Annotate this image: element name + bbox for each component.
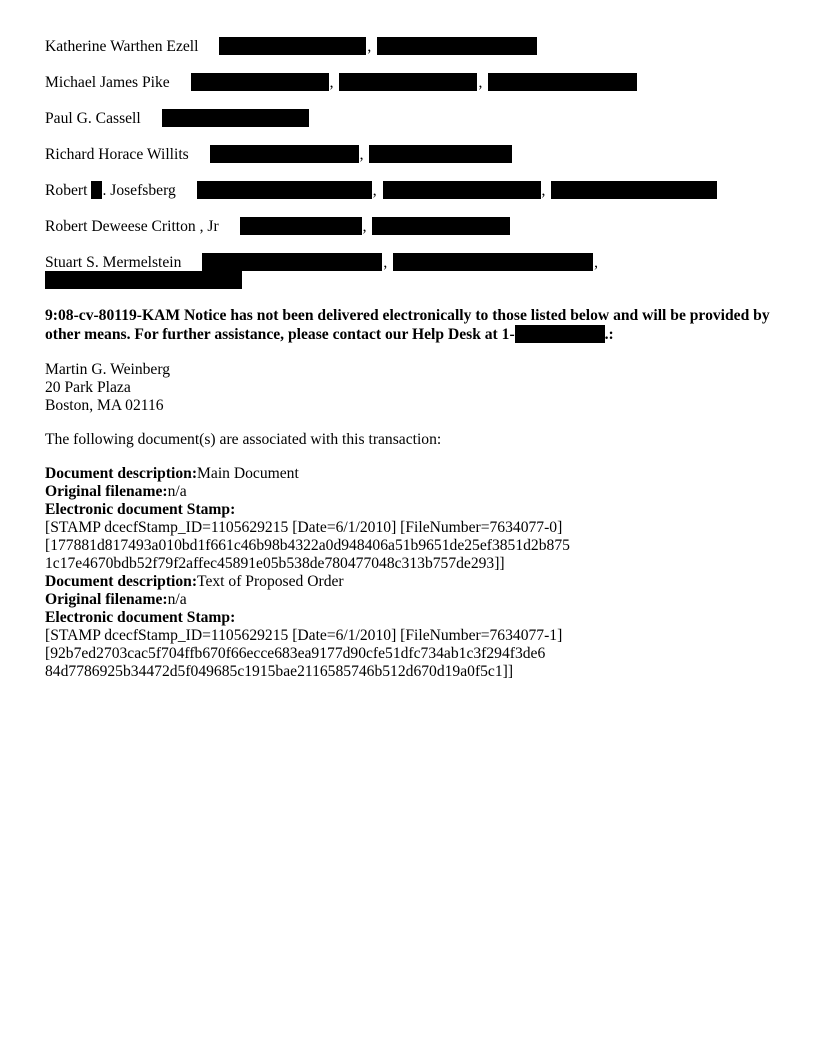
redaction-box bbox=[369, 145, 512, 163]
recipient-row bbox=[45, 37, 537, 56]
stamp-line: [STAMP dcecfStamp_ID=1105629215 [Date=6/1/2010] [FileNumber=7634077-0] bbox=[45, 519, 563, 536]
redaction-box bbox=[219, 37, 366, 55]
stamp-label: Electronic document Stamp: bbox=[45, 501, 236, 518]
separator: , bbox=[359, 146, 364, 163]
redaction-box bbox=[162, 109, 309, 127]
address-city: Boston, MA 02116 bbox=[45, 397, 164, 414]
recipient-row bbox=[45, 109, 309, 128]
separator: , bbox=[362, 218, 367, 235]
recipient-row bbox=[45, 181, 717, 200]
separator: , bbox=[329, 74, 334, 91]
redaction-box bbox=[91, 181, 102, 199]
field-value: n/a bbox=[167, 591, 187, 608]
recipient-name: Michael James Pike bbox=[45, 74, 170, 91]
separator: , bbox=[541, 182, 546, 199]
field-value: n/a bbox=[167, 483, 187, 500]
redaction-box bbox=[377, 37, 537, 55]
stamp-line: [177881d817493a010bd1f661c46b98b4322a0d948406a51b9651de25ef3851d2b875 bbox=[45, 537, 570, 554]
separator: , bbox=[478, 74, 483, 91]
recipient-name: Robert Deweese Critton , Jr bbox=[45, 218, 219, 235]
separator: , bbox=[383, 254, 388, 271]
recipient-name: Katherine Warthen Ezell bbox=[45, 38, 199, 55]
redaction-box bbox=[45, 271, 242, 289]
recipient-name-part: Robert bbox=[45, 182, 88, 199]
field-value: Text of Proposed Order bbox=[197, 573, 344, 590]
redaction-box bbox=[339, 73, 477, 91]
field-label: Original filename: bbox=[45, 483, 168, 500]
recipient-name-part: . Josefsberg bbox=[102, 182, 176, 199]
redaction-box bbox=[202, 253, 382, 271]
recipient-row-continuation bbox=[45, 271, 242, 290]
associated-intro: The following document(s) are associated with this transaction: bbox=[45, 431, 442, 448]
document-entry bbox=[45, 465, 570, 573]
redaction-box bbox=[210, 145, 359, 163]
delivery-notice bbox=[45, 307, 775, 344]
mailing-address bbox=[45, 361, 170, 415]
recipient-name: Paul G. Cassell bbox=[45, 110, 141, 127]
field-label: Document description: bbox=[45, 573, 198, 590]
redaction-box bbox=[515, 325, 605, 343]
redaction-box bbox=[197, 181, 372, 199]
redaction-box bbox=[488, 73, 637, 91]
redaction-box bbox=[191, 73, 329, 91]
redaction-box bbox=[383, 181, 541, 199]
recipient-row bbox=[45, 217, 510, 236]
field-value: Main Document bbox=[197, 465, 299, 482]
original-filename bbox=[45, 591, 570, 609]
document-entry bbox=[45, 573, 570, 681]
stamp-line: 1c17e4670bdb52f79f2affec45891e05b538de780477048c313b757de293]] bbox=[45, 555, 505, 572]
document-description bbox=[45, 465, 570, 483]
address-name: Martin G. Weinberg bbox=[45, 361, 171, 378]
stamp-line: [92b7ed2703cac5f704ffb670f66ecce683ea9177d90cfe51dfc734ab1c3f294f3de6 bbox=[45, 645, 546, 662]
separator: , bbox=[594, 254, 599, 271]
separator: , bbox=[372, 182, 377, 199]
redaction-box bbox=[551, 181, 717, 199]
document-description bbox=[45, 573, 570, 591]
recipient-row bbox=[45, 253, 598, 272]
stamp-line: [STAMP dcecfStamp_ID=1105629215 [Date=6/1/2010] [FileNumber=7634077-1] bbox=[45, 627, 563, 644]
notice-text: 9:08-cv-80119-KAM Notice has not been delivered electronically to those listed below and will be provided by other means. For further assistance, please contact our Help Desk at 1- bbox=[45, 307, 770, 343]
recipient-name: Richard Horace Willits bbox=[45, 146, 189, 163]
address-street: 20 Park Plaza bbox=[45, 379, 131, 396]
recipient-name: Stuart S. Mermelstein bbox=[45, 254, 182, 271]
redaction-box bbox=[393, 253, 593, 271]
recipient-row bbox=[45, 73, 637, 92]
stamp-line: 84d7786925b34472d5f049685c1915bae2116585746b512d670d19a0f5c1]] bbox=[45, 663, 514, 680]
field-label: Document description: bbox=[45, 465, 198, 482]
notice-suffix: .: bbox=[604, 326, 614, 343]
redaction-box bbox=[240, 217, 362, 235]
stamp-label: Electronic document Stamp: bbox=[45, 609, 236, 626]
separator: , bbox=[367, 38, 372, 55]
recipient-row bbox=[45, 145, 512, 164]
documents-list bbox=[45, 465, 570, 681]
field-label: Original filename: bbox=[45, 591, 168, 608]
redaction-box bbox=[372, 217, 510, 235]
original-filename bbox=[45, 483, 570, 501]
